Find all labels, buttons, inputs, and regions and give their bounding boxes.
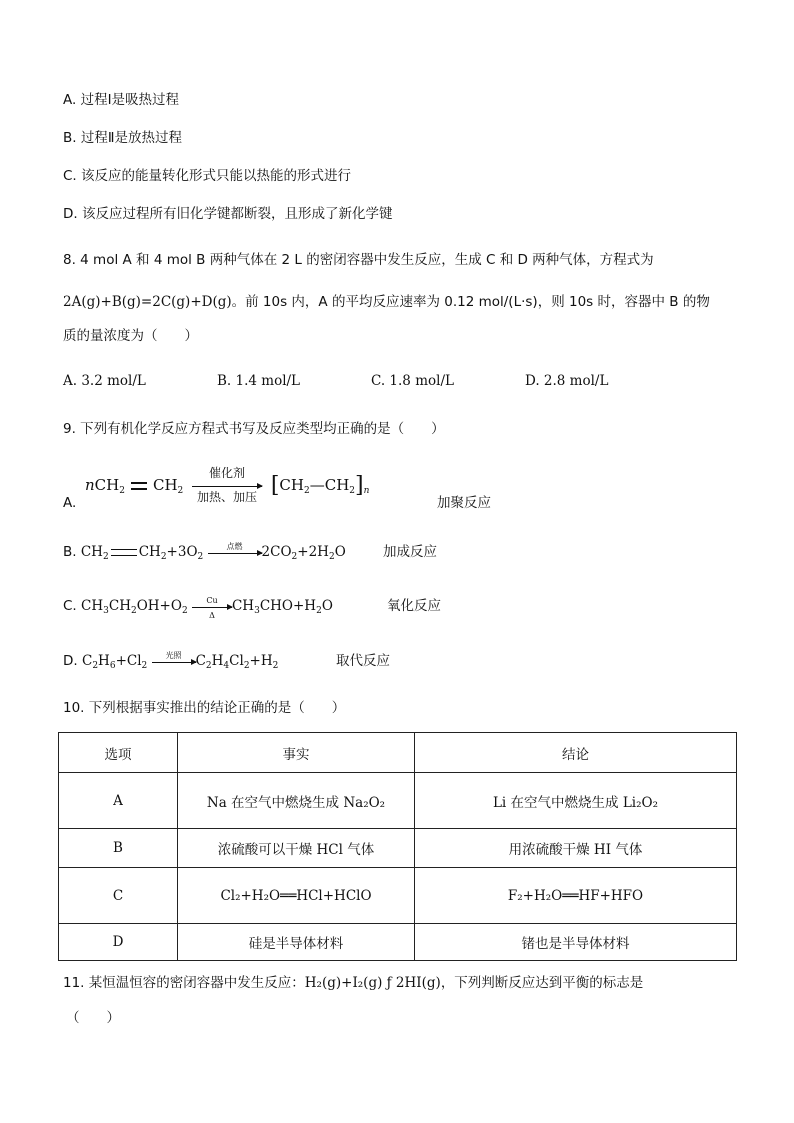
q9-a-catalyst: 催化剂 — [209, 466, 246, 480]
q7-option-a: A. 过程Ⅰ是吸热过程 — [63, 92, 180, 108]
row-conclusion: 锗也是半导体材料 — [415, 924, 737, 961]
q8-stem-line2-rest: 。前 10s 内，A 的平均反应速率为 0.12 mol/(L·s)，则 10s 时，容器中 B 的物 — [231, 294, 710, 310]
q9-c-equation: C. $CH_3CH_2OH+O_2$ $\frac{Cu}{\Delta}$ $CH_3CHO+H_2O$ — [63, 595, 333, 620]
q9-a-equation: nCH$_2$ $CH_2$ 催化剂 加热、加压 $[CH_2—CH_2]_n$ — [85, 466, 370, 504]
q7-option-d: D. 该反应过程所有旧化学键都断裂，且形成了新化学键 — [63, 206, 393, 222]
q9-a-condition: 加热、加压 — [197, 490, 258, 504]
row-option: A — [59, 773, 178, 829]
row-fact: 硅是半导体材料 — [178, 924, 415, 961]
row-conclusion: 用浓硫酸干燥 HI 气体 — [415, 829, 737, 868]
q9-b-type: 加成反应 — [383, 544, 437, 560]
q9-b-equation: B. $CH_2$ $CH_2+3O_2$ 点燃 $2CO_2+2H_2O$ — [63, 541, 346, 562]
q11-answer-paren: （ ） — [66, 1010, 120, 1026]
q8-stem-line1: 8. 4 mol A 和 4 mol B 两种气体在 2 L 的密闭容器中发生反应，生成 C 和 D 两种气体，方程式为 — [63, 252, 654, 268]
q9-a-type: 加聚反应 — [437, 495, 491, 511]
row-fact: Na 在空气中燃烧生成 Na₂O₂ — [178, 773, 415, 829]
row-fact: Cl₂+H₂O══HCl+HClO — [178, 868, 415, 924]
row-option: C — [59, 868, 178, 924]
q9-d-equation: D. $C_2H_6+Cl_2$ 光照 $C_2H_4Cl_2+H_2$ — [63, 650, 279, 671]
q7-option-c: C. 该反应的能量转化形式只能以热能的形式进行 — [63, 168, 352, 184]
q8-stem-line3: 质的量浓度为（ ） — [63, 328, 198, 344]
q8-option-a: A. 3.2 mol/L — [63, 373, 146, 389]
header-conclusion: 结论 — [415, 733, 737, 773]
table-row — [59, 868, 737, 924]
q9-d-type: 取代反应 — [336, 653, 390, 669]
row-fact: 浓硫酸可以干燥 HCl 气体 — [178, 829, 415, 868]
q8-option-b: B. 1.4 mol/L — [217, 373, 301, 389]
q11-equation: H₂(g)+I₂(g) ƒ 2HI(g) — [304, 975, 441, 991]
table-header-row — [59, 733, 737, 773]
q11-stem: 11. 某恒温恒容的密闭容器中发生反应：H₂(g)+I₂(g) ƒ 2HI(g)，下列判断反应达到平衡的标志是 — [63, 975, 644, 991]
row-conclusion: F₂+H₂O══HF+HFO — [415, 868, 737, 924]
row-conclusion: Li 在空气中燃烧生成 Li₂O₂ — [415, 773, 737, 829]
q8-stem-line2 — [63, 292, 710, 312]
q8-equation: 2A(g)+B(g)=2C(g)+D(g) — [63, 294, 232, 310]
q9-stem: 9. 下列有机化学反应方程式书写及反应类型均正确的是（ ） — [63, 421, 445, 437]
table-row — [59, 829, 737, 868]
q9-c-type: 氧化反应 — [387, 598, 441, 614]
q7-option-b: B. 过程Ⅱ是放热过程 — [63, 130, 182, 146]
q9-a-label: A. — [63, 495, 77, 511]
header-option: 选项 — [59, 733, 178, 773]
q10-table — [58, 732, 737, 961]
table-row — [59, 924, 737, 961]
header-fact: 事实 — [178, 733, 415, 773]
q8-option-c: C. 1.8 mol/L — [371, 373, 454, 389]
q10-stem: 10. 下列根据事实推出的结论正确的是（ ） — [63, 700, 346, 716]
row-option: B — [59, 829, 178, 868]
table-row — [59, 773, 737, 829]
q8-option-d: D. 2.8 mol/L — [525, 373, 609, 389]
row-option: D — [59, 924, 178, 961]
